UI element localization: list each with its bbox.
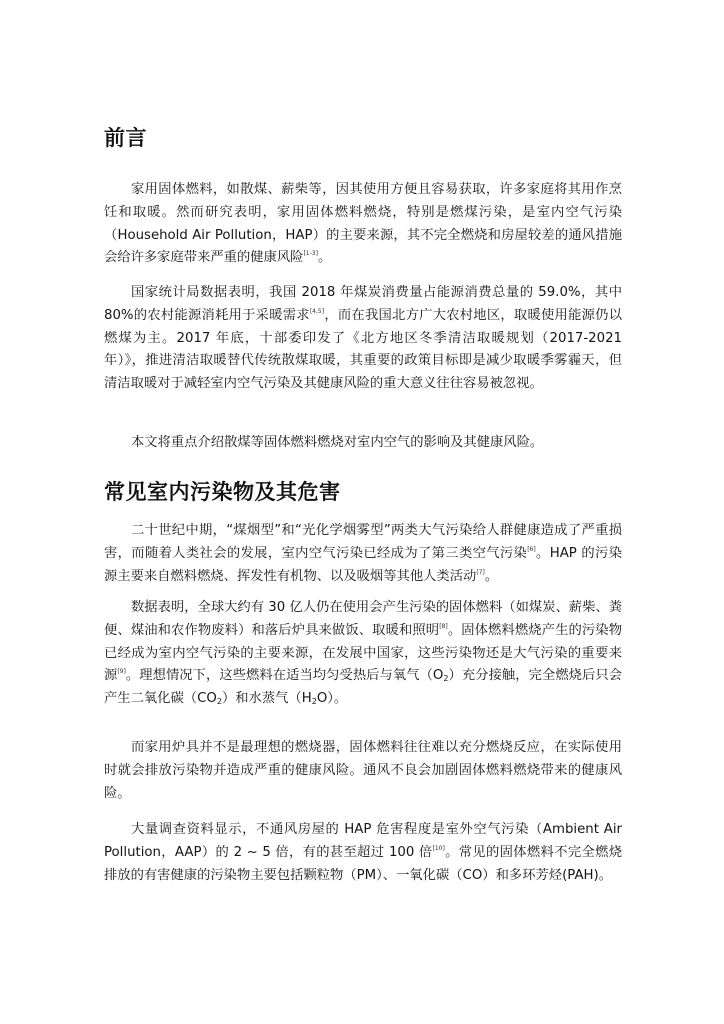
section-heading-pollutants: 常见室内污染物及其危害 xyxy=(104,480,341,504)
section-heading-preface: 前言 xyxy=(104,126,147,150)
citation-ref: [8] xyxy=(439,622,448,630)
citation-ref: [1-3] xyxy=(303,250,318,258)
text-run: 数据表明，全球大约有 30 亿人仍在使用会产生污染的固体燃料（如煤炭、薪柴、粪便、煤油和农作物废料）和落后炉具来做饭、取暖和照明 xyxy=(104,600,622,638)
text-run: 本文将重点介绍散煤等固体燃料燃烧对室内空气的影响及其健康风险。 xyxy=(131,435,544,450)
text-run: ）和水蒸气（H xyxy=(221,691,312,707)
subscript: 2 xyxy=(216,697,222,707)
text-run: O）。 xyxy=(316,691,348,707)
text-run: 。HAP 的污染源主要来自燃料燃烧、挥发性有机物、以及吸烟等其他人类活动 xyxy=(104,545,623,584)
citation-ref: [10] xyxy=(432,844,445,852)
text-run: 。常见的固体燃料不完全燃烧排放的有害健康的污染物主要包括颗粒物（PM）、一氧化碳（CO）和多环芳烃(PAH)。 xyxy=(104,844,622,883)
text-run: 。理想情况下，这些燃料在适当均匀受热后与氧气（O xyxy=(125,668,444,684)
paragraph xyxy=(104,819,622,887)
text-run: 国家统计局数据表明，我国 2018 年煤炭消费量占能源消费总量的 59.0%，其中 80%的农村能源消耗用于采暖需求 xyxy=(104,285,622,323)
paragraph xyxy=(104,597,622,711)
text-run: ）充分接触，完全燃烧后只会产生二氧化碳（CO xyxy=(104,668,623,707)
paragraph xyxy=(104,282,622,396)
paragraph xyxy=(104,737,622,805)
citation-ref: [4,5] xyxy=(309,307,325,315)
paragraph xyxy=(104,179,622,270)
text-run: 。 xyxy=(317,250,332,266)
text-run: 大量调查资料显示，不通风房屋的 HAP 危害程度是室外空气污染（Ambient Air Pollution，AAP）的 2 ~ 5 倍，有的甚至超过 100 倍 xyxy=(104,822,622,860)
text-run: 。固体燃料燃烧产生的污染物已经成为室内空气污染的主要来源，在发展中国家，这些污染物还是大气污染的重要来源 xyxy=(104,622,623,684)
subscript: 2 xyxy=(443,674,449,684)
citation-ref: [7] xyxy=(476,568,485,576)
text-run: 。 xyxy=(484,568,499,584)
text-run: ，而在我国北方广大农村地区，取暖使用能源仍以燃煤为主。2017 年底，十部委印发了《北方地区冬季清洁取暖规划（2017-2021 年）》，推进清洁取暖替代传统散煤取暖，其重要的政策目标即是减少取暖季雾霾天，但清洁取暖对于减轻室内空气污染及其健康风险的重大意义往往容易被忽视。 xyxy=(104,307,622,392)
text-run: 家用固体燃料，如散煤、薪柴等，因其使用方便且容易获取，许多家庭将其用作烹饪和取暖。然而研究表明，家用固体燃料燃烧，特别是燃煤污染，是室内空气污染（Household Air Pollution，HAP）的主要来源，其不完全燃烧和房屋较差的通风措施会给许多家庭带来严重的健康风险 xyxy=(104,182,622,266)
citation-ref: [9] xyxy=(117,668,126,676)
citation-ref: [6] xyxy=(527,545,536,553)
text-run: 而家用炉具并不是最理想的燃烧器，固体燃料往往难以充分燃烧反应，在实际使用时就会排放污染物并造成严重的健康风险。通风不良会加剧固体燃料燃烧带来的健康风险。 xyxy=(104,740,622,801)
subscript: 2 xyxy=(311,697,317,707)
paragraph xyxy=(104,432,622,455)
paragraph xyxy=(104,520,622,588)
text-run: 二十世纪中期，“煤烟型”和“光化学烟雾型”两类大气污染给人群健康造成了严重损害，而随着人类社会的发展，室内空气污染已经成为了第三类空气污染 xyxy=(104,523,622,561)
